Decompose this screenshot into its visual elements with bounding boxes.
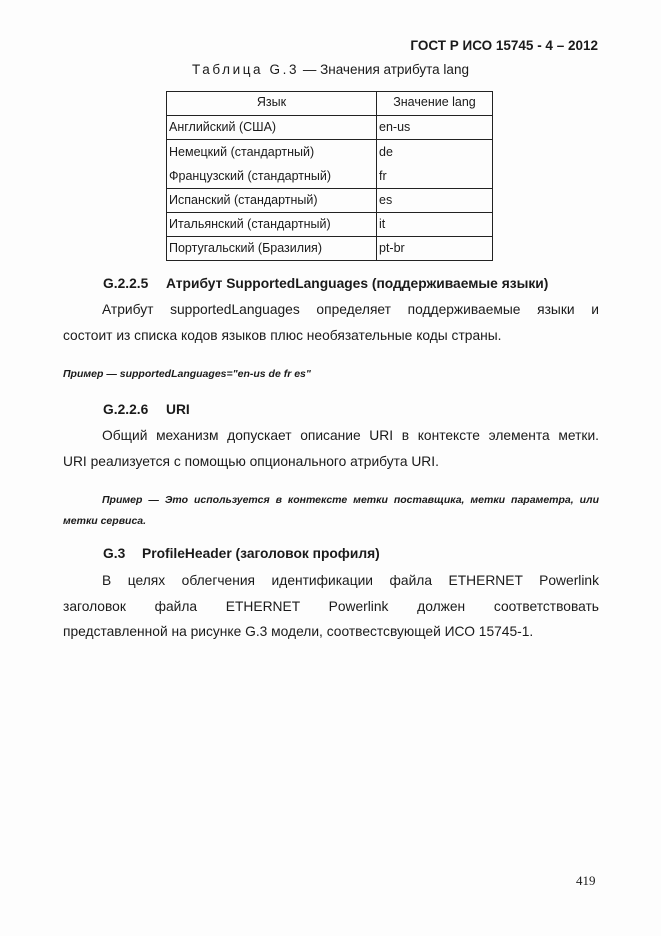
paragraph-line: состоит из списка кодов языков плюс необязательные коды страны.	[63, 327, 502, 343]
section-heading-g3	[103, 546, 380, 561]
section-number: G.3	[103, 546, 126, 561]
table-row	[167, 116, 493, 140]
paragraph	[63, 568, 599, 645]
paragraph-line: представленной на рисунке G.3 модели, соотвестсвующей ИСО 15745-1.	[63, 624, 534, 639]
cell-value: it	[377, 213, 493, 237]
example-note	[63, 490, 599, 532]
cell-value-line: fr	[379, 169, 387, 183]
paragraph-line: заголовок файла ETHERNET Powerlink должен соответствовать	[63, 598, 599, 614]
page-number: 419	[576, 873, 596, 888]
example-line: Пример — Это используется в контексте метки поставщика, метки параметра, или	[102, 494, 599, 506]
cell-value: pt-br	[377, 237, 493, 261]
example-line: метки сервиса.	[63, 515, 147, 527]
paragraph	[63, 297, 599, 348]
table-caption-text: — Значения атрибута lang	[302, 62, 469, 77]
table-caption	[0, 62, 661, 77]
cell-language: Испанский (стандартный)	[167, 189, 377, 213]
column-header-value: Значение lang	[377, 92, 493, 116]
example-note: Пример — supportedLanguages="en-us de fr es"	[63, 368, 311, 380]
section-number: G.2.2.5	[103, 276, 149, 291]
table-header-row	[167, 92, 493, 116]
paragraph-line: URI реализуется с помощью опционального атрибута URI.	[63, 453, 439, 469]
table-row	[167, 189, 493, 213]
section-heading-g225	[103, 276, 548, 291]
cell-language-line: Французский (стандартный)	[169, 169, 331, 183]
section-title: ProfileHeader (заголовок профиля)	[142, 546, 380, 561]
cell-value-line: de	[379, 145, 393, 159]
cell-language: Английский (США)	[167, 116, 377, 140]
cell-language	[167, 140, 377, 189]
paragraph-line: Общий механизм допускает описание URI в контексте элемента метки.	[102, 428, 599, 443]
table-row	[167, 237, 493, 261]
document-header: ГОСТ Р ИСО 15745 - 4 – 2012	[410, 38, 598, 53]
table-row	[167, 213, 493, 237]
paragraph-line: В целях облегчения идентификации файла ETHERNET Powerlink	[102, 573, 599, 588]
section-number: G.2.2.6	[103, 402, 149, 417]
cell-value: es	[377, 189, 493, 213]
table-row	[167, 140, 493, 189]
cell-value	[377, 140, 493, 189]
cell-value: en-us	[377, 116, 493, 140]
cell-language: Итальянский (стандартный)	[167, 213, 377, 237]
section-title: URI	[166, 402, 190, 417]
cell-language-line: Немецкий (стандартный)	[169, 145, 315, 159]
paragraph-line: Атрибут supportedLanguages определяет поддерживаемые языки и	[102, 302, 599, 317]
section-title: Атрибут SupportedLanguages (поддерживаемые языки)	[166, 276, 549, 291]
column-header-language: Язык	[167, 92, 377, 116]
section-heading-g226	[103, 402, 190, 417]
table-caption-number: Таблица G.3	[192, 62, 300, 77]
cell-language: Португальский (Бразилия)	[167, 237, 377, 261]
paragraph	[63, 423, 599, 474]
lang-values-table	[166, 91, 493, 261]
